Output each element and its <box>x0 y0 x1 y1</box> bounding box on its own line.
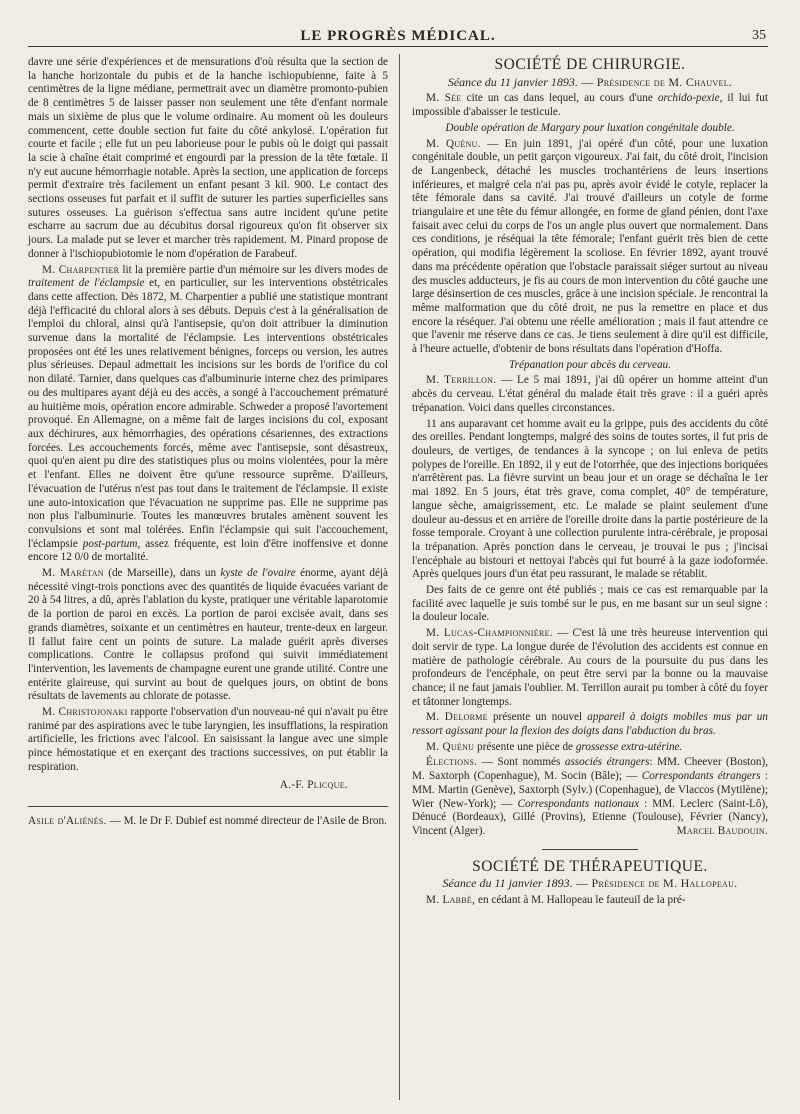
elections-label: Élections. <box>426 756 478 769</box>
paragraph-elections: Élections. — Sont nommés associés étrangers: MM. Cheever (Boston), M. Saxtorph (Copenhague), M. Socin (Bâle); — Correspondants étrangers : MM. Martin (Genève), Saxtorph (Sylv.) (Copenhague), de Vlaccos (Mytilène); Wier (New-York); — Correspondants nationaux : MM. Leclerc (Saint-Lô), Dénucé (Bordeaux), Gillé (Provins), Etienne (Toulouse), Février (Nancy), Vincent (Alger). Marcel Baudouin. <box>412 756 768 837</box>
author-name: M. Christojonaki <box>42 706 128 719</box>
paragraph-ovarian-cyst: M. Marétan (de Marseille), dans un kyste de l'ovaire énorme, ayant déjà nécessité vingt-trois ponctions avec des quantités de liquide évacuées variant de 20 à 54 litres, a dû, après l'ablation du kyste, pratiquer une véritable laparotomie de la portion de paroi en excès. La portion de paroi excisée avait, dans ses grands diamètres, soixante et un centimètres en hauteur, trente-deux en largeur. Il fallut faire cent un points de suture. La malade guérit après diverses complications. Contre le collapsus profond qui suivit immédiatement l'intervention, les lavements de champagne eurent une grande utilité. Contre une entérite glaireuse, qui survint au bout de quelques jours, on obtint de bons résultats de lavements au chlorate de potasse. <box>28 567 388 703</box>
session-line: Séance du 11 janvier 1893. — Présidence de M. Chauvel. <box>447 74 733 89</box>
author-name: M. Quénu <box>426 740 475 753</box>
topic-title: kyste de l'ovaire <box>220 567 296 580</box>
signature: Marcel Baudouin. <box>676 824 768 837</box>
topic-title: traitement de l'éclampsie <box>28 277 145 290</box>
signature: A.-F. Plicque. <box>279 778 348 791</box>
section-title-therapeutique: SOCIÉTÉ DE THÉRAPEUTIQUE. <box>472 857 708 875</box>
author-name: M. Charpentier <box>42 263 120 276</box>
subheading-luxation: Double opération de Margary pour luxation congénitale double. <box>445 121 735 134</box>
paragraph-quenu-piece: M. Quénu présente une pièce de grossesse extra-utérine. <box>426 740 683 753</box>
author-name: M. Delorme <box>426 711 488 724</box>
author-name: M. Quénu. <box>426 137 481 150</box>
section-divider <box>542 849 638 850</box>
paragraph-orchidopexie: M. Sée cite un cas dans lequel, au cours d'une orchido-pexie, il lui fut impossible d'abaisser le testicule. <box>412 92 768 119</box>
notice-asylum: Asile d'Aliénés. — M. le Dr F. Dubief est nommé directeur de l'Asile de Bron. <box>28 815 387 828</box>
paragraph-labbe: M. Labbé, en cédant à M. Hallopeau le fauteuil de la pré- <box>426 894 686 907</box>
notice-label: Asile d'Aliénés. <box>28 815 107 828</box>
paragraph-quenu: M. Quénu. — En juin 1891, j'ai opéré d'un côté, pour une luxation congénitale double, un petit garçon vigoureux. J'ai fait, du côté droit, l'incision de Langenbeck, détaché les muscles trochantériens de leurs insertions inférieures, et malgré cela n'ai pas pu, après avoir évidé le cotyle, replacer la tête fémorale dans sa cavité. J'ai trouvé d'ailleurs un cotyle de forme triangulaire et une tête du fémur allongée, en forme de gland pénien, dont l'axe faisait avec celui du corps de l'os un angle plus ouvert que normalement. Dans ces conditions, je réséquai la tête fémorale; l'enfant guérit très bien de cette opération, qui modifia légèrement la scoliose. En février 1892, ayant trouvé dans ma précédente opération que l'obstacle paraissait siéger surtout au niveau des muscles adducteurs, je fis au cours de mon intervention du côté gauche une large désinsertion de ces muscles, grâce à une incision spéciale. Je rencontrai la même malformation que du côté droit, ne pus la remettre en place et dus encore la réséquer. J'ai obtenu une réelle amélioration ; mais il faut attendre ce que l'avenir me réserve dans ce cas. Je tiens seulement à dire qu'il est difficile, à l'heure actuelle, d'obtenir de bons résultats dans l'opération d'Hoffa. <box>412 137 768 356</box>
right-column <box>412 56 768 910</box>
paragraph-delorme: M. Delorme présente un nouvel appareil à doigts mobiles mus par un ressort agissant pour la flexion des doigts dans l'abduction du bras. <box>412 711 768 738</box>
section-title-chirurgie: SOCIÉTÉ DE CHIRURGIE. <box>494 56 686 73</box>
author-name: M. Terrillon. <box>426 374 497 387</box>
page-number: 35 <box>752 28 766 43</box>
subheading-trepanation: Trépanation pour abcès du cerveau. <box>509 358 671 371</box>
author-name: M. Marétan <box>42 567 104 580</box>
paragraph-pubiotomy: davre une série d'expériences et de mensurations d'où résulta que la section de la hanche horizontale du pubis et de la hanche ischiopubienne, faite à 5 centimètres de la ligne médiane, permettrait avec un diamètre promonto-pubien de 8 centimètres 5 de laisser passer non seulement une tête d'enfant normale mais un sixième de plus que le volume ordinaire. Au moment où les douleurs commencent, cette double section fut faite du côté ankylosé. L'opération fut courte et facile ; elle fut un peu laborieuse pour le pubis où le doigt qui passait la scie à chaîne était comprimé et engourdi par la pression de la tête fœtale. Il n'y eut aucune hémorrhagie notable. Après la section, une application de forceps permit d'extraire très facilement un enfant pesant 3 kil. 900. Le contact des sections osseuses fut parfait et il suffit de suturer les parties superficielles sans sutures osseuses. La guérison s'effectua sans autre incident qu'une petite escharre au sacrum due au décubitus dorsal rigoureux qu'on fit observer six jours. La malade put se lever et marcher très rapidement. M. Pinard propose de donner à l'ischiopubiotomie le nom d'opération de Farabeuf. <box>28 56 388 260</box>
author-name: M. Sée <box>426 92 462 105</box>
paragraph-lucas-championniere: M. Lucas-Championnière. — C'est là une très heureuse intervention qui doit servir de type. La longue durée de l'évolution des accidents est connue en matière de pathologie cérébrale. Au cours de la poursuite du pus dans les profondeurs de l'encéphale, on peut être servi par la bonne ou la mauvaise chance; il ne faut jamais l'oublier. M. Terrillon aurait pu tomber à côté du foyer et tâtonner longtemps. <box>412 627 768 708</box>
session-line: Séance du 11 janvier 1893. — Présidence de M. Hallopeau. <box>442 876 738 891</box>
journal-title: LE PROGRÈS MÉDICAL. <box>300 28 496 44</box>
section-divider <box>28 806 388 807</box>
page-header <box>28 26 768 47</box>
author-name: M. Lucas-Championnière. <box>426 627 553 640</box>
paragraph-terrillon: M. Terrillon. — Le 5 mai 1891, j'ai dû opérer un homme atteint d'un abcès du cerveau. L'état général du malade était très grave : il a guéri après trépanation. Voici dans quelles circonstances. <box>412 374 769 414</box>
paragraph-remark: Des faits de ce genre ont été publiés ; mais ce cas est remarquable par la facilité avec laquelle je suis tombé sur le pus, en me basant sur un seul signe : la douleur locale. <box>412 584 768 624</box>
author-name: M. Labbé, <box>426 894 476 907</box>
column-divider <box>399 54 400 1100</box>
left-column <box>28 56 388 831</box>
paragraph-case-history: 11 ans auparavant cet homme avait eu la grippe, puis des accidents du côté des oreilles. Pendant longtemps, malgré des soins de toutes sortes, il fut pris de douleurs, de vertiges, de tendances à la syncope ; on lui enleva de petits polypes de l'oreille. En 1892, il y eut de l'otorrhée, que des injections boriquées n'arrêtèrent pas. La fièvre survint un beau jour et un orage se déchaîna le 1er mai 1892. En 5 jours, état très grave, coma complet, 40° de température, langue sèche, amaigrissement, etc. Le malade se plaint seulement d'une douleur au-dessus et en arrière de l'oreille droite dans la partie postérieure de la fosse temporale. Croyant à une collection purulente intra-cérébrale, je proposai la trépanation. Après ponction dans le cerveau, je trouvai le pus ; j'incisai l'encéphale au bistouri et nettoyai l'abcès qui fut bourré à la gaze iodoformée. Après quelques jours d'un état peu rassurant, le malade se rétablit. <box>412 417 768 581</box>
paragraph-newborn: M. Christojonaki rapporte l'observation d'un nouveau-né qui n'avait pu être ranimé par des aspirations avec le tube laryngien, les insufflations, la respiration artificielle, les frictions avec l'alcool. En saisissant la langue avec une simple pince hémostatique et en exerçant des tractions successives, on put établir la respiration. <box>28 706 389 773</box>
paragraph-eclampsia: M. Charpentier lit la première partie d'un mémoire sur les divers modes de traitement de l'éclampsie et, en particulier, sur les interventions obstétricales dans cette affection. Dès 1872, M. Charpentier a publié une statistique montrant déjà l'efficacité du chloral alors à ses débuts. Depuis c'est à la généralisation de l'emploi du chloral, ainsi qu'à l'antisepsie, qu'on doit attribuer la diminution survenue dans la mortalité de l'éclampsie. Les interventions obstétricales proposées ont été les unes relativement bénignes, forceps ou version, les autres plus sérieuses. Depaul admettait les incisions sur les bords de l'orifice du col non dilaté. Tarnier, dans quelques cas d'albuminurie interne chez des primipares ou des multipares ayant déjà eu des accès, a songé à l'accouchement prématuré au huitième mois, opération encore admirable. Schweder a proposé l'avortement provoqué. En Allemagne, on a même fait de larges incisions du col, exposant aux déchirures, aux hémorrhagies, des opérations césariennes, des extractions forcées. Les accouchements forcés, même avec l'antisepsie, sont désastreux, quoi qu'en aient pu dire des statistiques plus ou moins violentées, pour la mère et l'enfant. Elles ne doivent être qu'une ressource suprême. D'ailleurs, l'évacuation de l'utérus n'est pas tout dans le traitement de l'éclampsie. Il existe une auto-intoxication que l'évacuation ne supprime pas. Elle ne supprime pas non plus l'albuminurie. Toutes les manœuvres brutales amènent souvent les convulsions et sont mal tolérées. Enfin l'éclampsie qui suit l'accouchement, l'éclampsie post-partum, assez fréquente, est loin d'être inoffensive et donne encore 12 0/0 de mortalité. <box>28 263 389 564</box>
